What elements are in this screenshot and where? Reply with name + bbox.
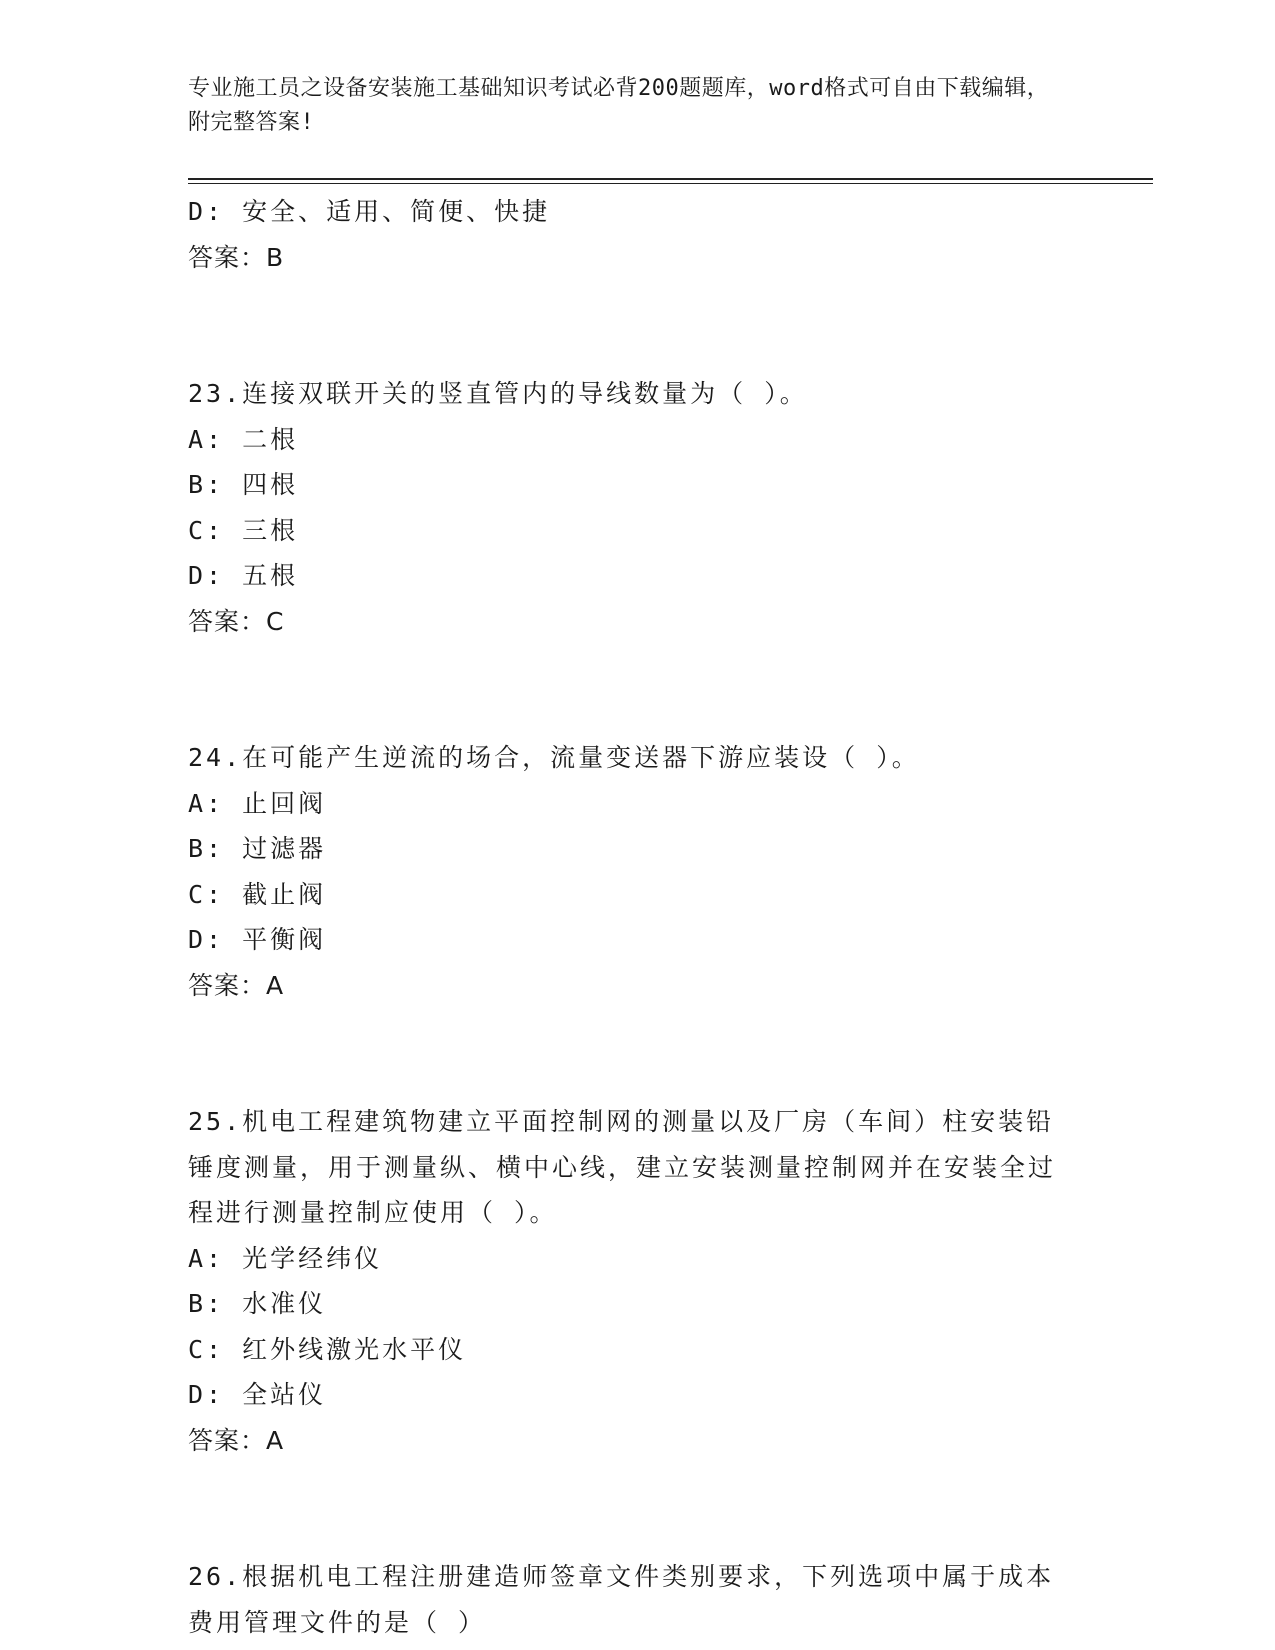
option-d: D: 安全、适用、简便、快捷 — [188, 197, 551, 226]
question-26 — [188, 1554, 1088, 1645]
answer-line: 答案：C — [188, 606, 285, 636]
question-text: 25.机电工程建筑物建立平面控制网的测量以及厂房（车间）柱安装铅锤度测量，用于测量纵、横中心线，建立安装测量控制网并在安装全过程进行测量控制应使用（ ）。 — [188, 1107, 1057, 1227]
answer-line: 答案：B — [188, 242, 285, 272]
question-text: 23.连接双联开关的竖直管内的导线数量为（ ）。 — [188, 379, 808, 408]
option-d: D: 平衡阀 — [188, 925, 327, 954]
option-b: B: 四根 — [188, 470, 299, 499]
answer-line: 答案：A — [188, 970, 285, 1000]
previous-question-tail — [188, 189, 1088, 280]
option-b: B: 过滤器 — [188, 834, 327, 863]
question-text: 24.在可能产生逆流的场合，流量变送器下游应装设（ ）。 — [188, 743, 920, 772]
answer-line: 答案：A — [188, 1425, 285, 1455]
option-c: C: 三根 — [188, 515, 299, 545]
question-25 — [188, 1099, 1088, 1463]
option-d: D: 全站仪 — [188, 1380, 327, 1409]
option-a: A: 止回阀 — [188, 788, 327, 818]
header-divider-thick — [188, 178, 1153, 180]
option-c: C: 截止阀 — [188, 879, 327, 909]
question-24 — [188, 735, 1088, 1008]
header-title: 专业施工员之设备安装施工基础知识考试必背200题题库，word格式可自由下载编辑，附完整答案! — [188, 76, 1050, 135]
question-23 — [188, 371, 1088, 644]
option-c: C: 红外线激光水平仪 — [188, 1334, 467, 1364]
option-b: B: 水准仪 — [188, 1289, 327, 1318]
question-list — [188, 189, 1088, 1645]
option-a: A: 光学经纬仪 — [188, 1243, 383, 1273]
option-a: A: 二根 — [188, 424, 299, 454]
header-divider-thin — [188, 183, 1153, 184]
question-text: 26.根据机电工程注册建造师签章文件类别要求，下列选项中属于成本费用管理文件的是（ ） — [188, 1562, 1055, 1637]
option-d: D: 五根 — [188, 561, 299, 590]
document-header — [188, 72, 1068, 140]
